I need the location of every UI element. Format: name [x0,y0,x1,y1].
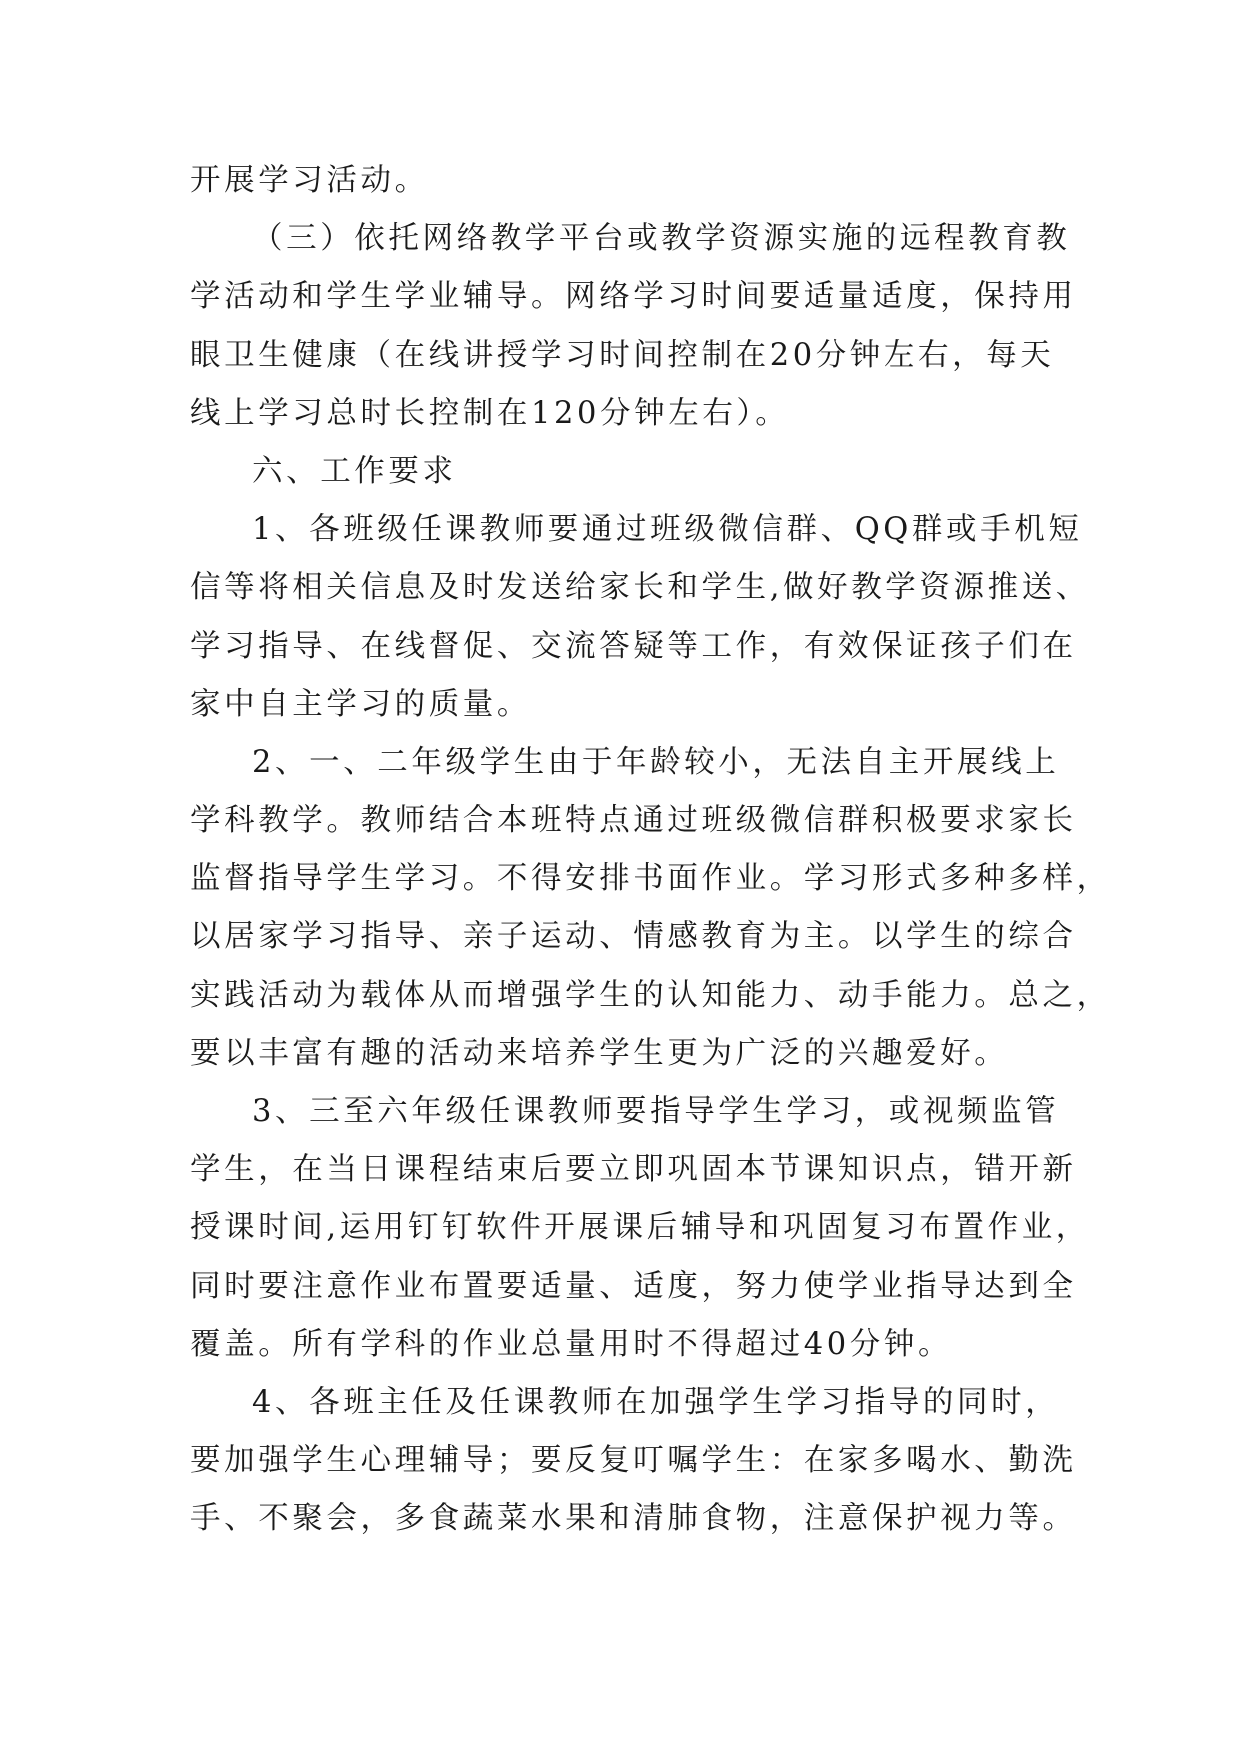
paragraph-first-line: 4、各班主任及任课教师在加强学生学习指导的同时， [252,1384,1060,1420]
text-line: 要以丰富有趣的活动来培养学生更为广泛的兴趣爱好。 [190,1035,1009,1071]
text-line: 家中自主学习的质量。 [190,686,531,722]
text-line: 线上学习总时长控制在120分钟左右）。 [190,395,790,431]
text-line: 学科教学。教师结合本班特点通过班级微信群积极要求家长 [190,803,1077,839]
text-line: 覆盖。所有学科的作业总量用时不得超过40分钟。 [190,1326,953,1362]
text-line: 眼卫生健康（在线讲授学习时间控制在20分钟左右，每天 [190,337,1055,373]
text-line: 监督指导学生学习。不得安排书面作业。学习形式多种多样， [190,861,1111,897]
text-line: 授课时间,运用钉钉软件开展课后辅导和巩固复习布置作业， [190,1210,1090,1246]
section-heading: 六、工作要求 [252,453,457,489]
text-line: 学习指导、在线督促、交流答疑等工作，有效保证孩子们在 [190,628,1077,664]
text-line: 要加强学生心理辅导；要反复叮嘱学生：在家多喝水、勤洗 [190,1443,1077,1479]
text-line: 学生，在当日课程结束后要立即巩固本节课知识点，错开新 [190,1152,1077,1188]
document-body [190,152,1111,1549]
text-line: 实践活动为载体从而增强学生的认知能力、动手能力。总之， [190,977,1111,1013]
paragraph-first-line: 1、各班级任课教师要通过班级微信群、QQ群或手机短 [252,512,1083,548]
paragraph-first-line: 3、三至六年级任课教师要指导学生学习，或视频监管 [252,1094,1060,1129]
text-line: 同时要注意作业布置要适量、适度，努力使学业指导达到全 [190,1268,1077,1304]
paragraph-first-line: （三）依托网络教学平台或教学资源实施的远程教育教 [252,221,1071,257]
text-line: 学活动和学生学业辅导。网络学习时间要适量适度，保持用 [190,279,1077,315]
text-line: 开展学习活动。 [190,163,429,198]
text-line: 信等将相关信息及时发送给家长和学生,做好教学资源推送、 [190,570,1090,606]
text-line: 以居家学习指导、亲子运动、情感教育为主。以学生的综合 [190,919,1077,955]
text-line: 手、不聚会，多食蔬菜水果和清肺食物，注意保护视力等。 [190,1501,1077,1537]
paragraph-first-line: 2、一、二年级学生由于年龄较小，无法自主开展线上 [252,744,1060,780]
